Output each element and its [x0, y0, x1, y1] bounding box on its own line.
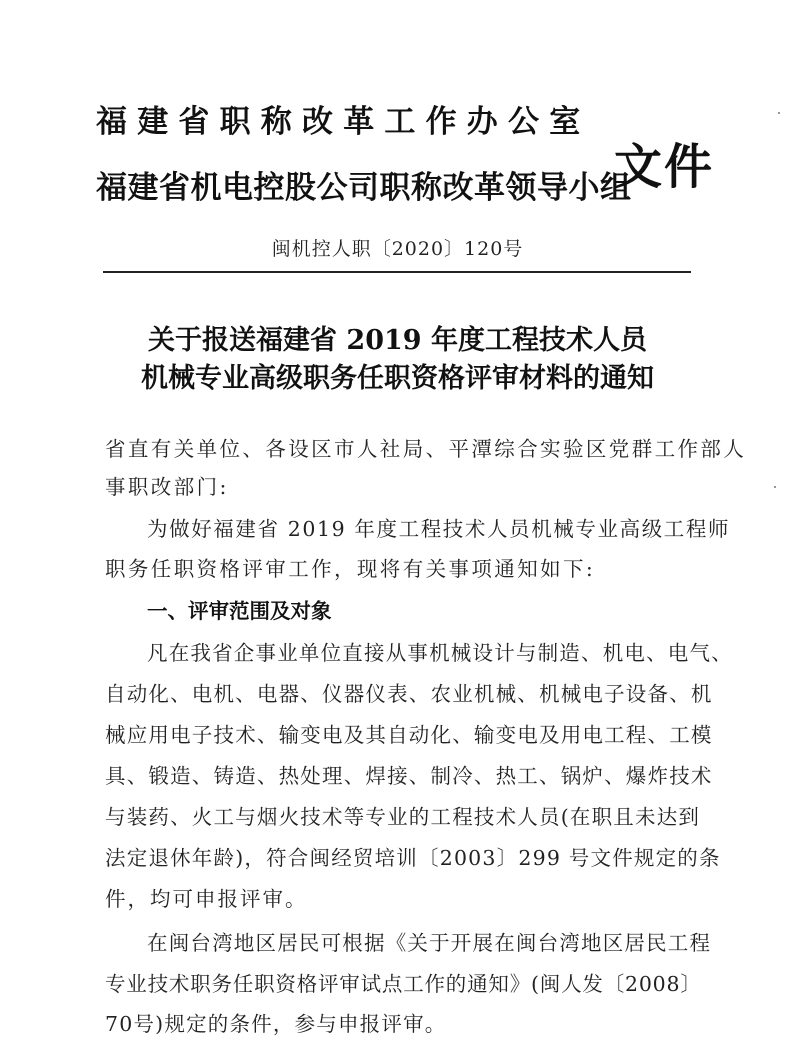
document-number: 闽机控人职〔2020〕120号: [271, 238, 524, 260]
issuer-name-2: 福建省机电控股公司职称改革领导小组: [96, 170, 632, 206]
notice-title-line-2: 机械专业高级职务任职资格评审材料的通知: [141, 363, 654, 394]
header-divider: [103, 271, 691, 273]
scan-speck: [774, 486, 776, 488]
paragraph-2-line-1: 在闽台湾地区居民可根据《关于开展在闽台湾地区居民工程: [147, 931, 712, 955]
salutation-line-1: 省直有关单位、各设区市人社局、平潭综合实验区党群工作部人: [105, 437, 747, 461]
intro-line-2: 职务任职资格评审工作，现将有关事项通知如下:: [105, 557, 596, 581]
section-heading-1: 一、评审范围及对象: [147, 599, 332, 623]
paragraph-1-line-1: 凡在我省企事业单位直接从事机械设计与制造、机电、电气、: [147, 641, 733, 665]
scan-speck: [778, 112, 780, 114]
paragraph-1-line-5: 与装药、火工与烟火技术等专业的工程技术人员(在职且未达到: [105, 805, 701, 829]
notice-title-line-1: 关于报送福建省 2019 年度工程技术人员: [148, 325, 647, 356]
paragraph-1-line-2: 自动化、电机、电器、仪器仪表、农业机械、机械电子设备、机: [105, 682, 713, 706]
paragraph-1-line-7: 件，均可申报评审。: [105, 887, 308, 911]
salutation-line-2: 事职改部门:: [105, 475, 229, 499]
paragraph-2-line-3: 70号)规定的条件，参与申报评审。: [105, 1012, 447, 1036]
paragraph-1-line-4: 具、锻造、铸造、热处理、焊接、制冷、热工、锅炉、爆炸技术: [105, 764, 713, 788]
document-label: 文件: [614, 139, 715, 195]
paragraph-2-line-2: 专业技术职务任职资格评审试点工作的通知》(闽人发〔2008〕: [105, 972, 702, 996]
paragraph-1-line-6: 法定退休年龄)，符合闽经贸培训〔2003〕299 号文件规定的条: [105, 846, 721, 870]
issuer-name-1: 福建省职称改革工作办公室: [96, 104, 591, 140]
intro-line-1: 为做好福建省 2019 年度工程技术人员机械专业高级工程师: [147, 517, 731, 541]
paragraph-1-line-3: 械应用电子技术、输变电及其自动化、输变电及用电工程、工模: [105, 723, 713, 747]
